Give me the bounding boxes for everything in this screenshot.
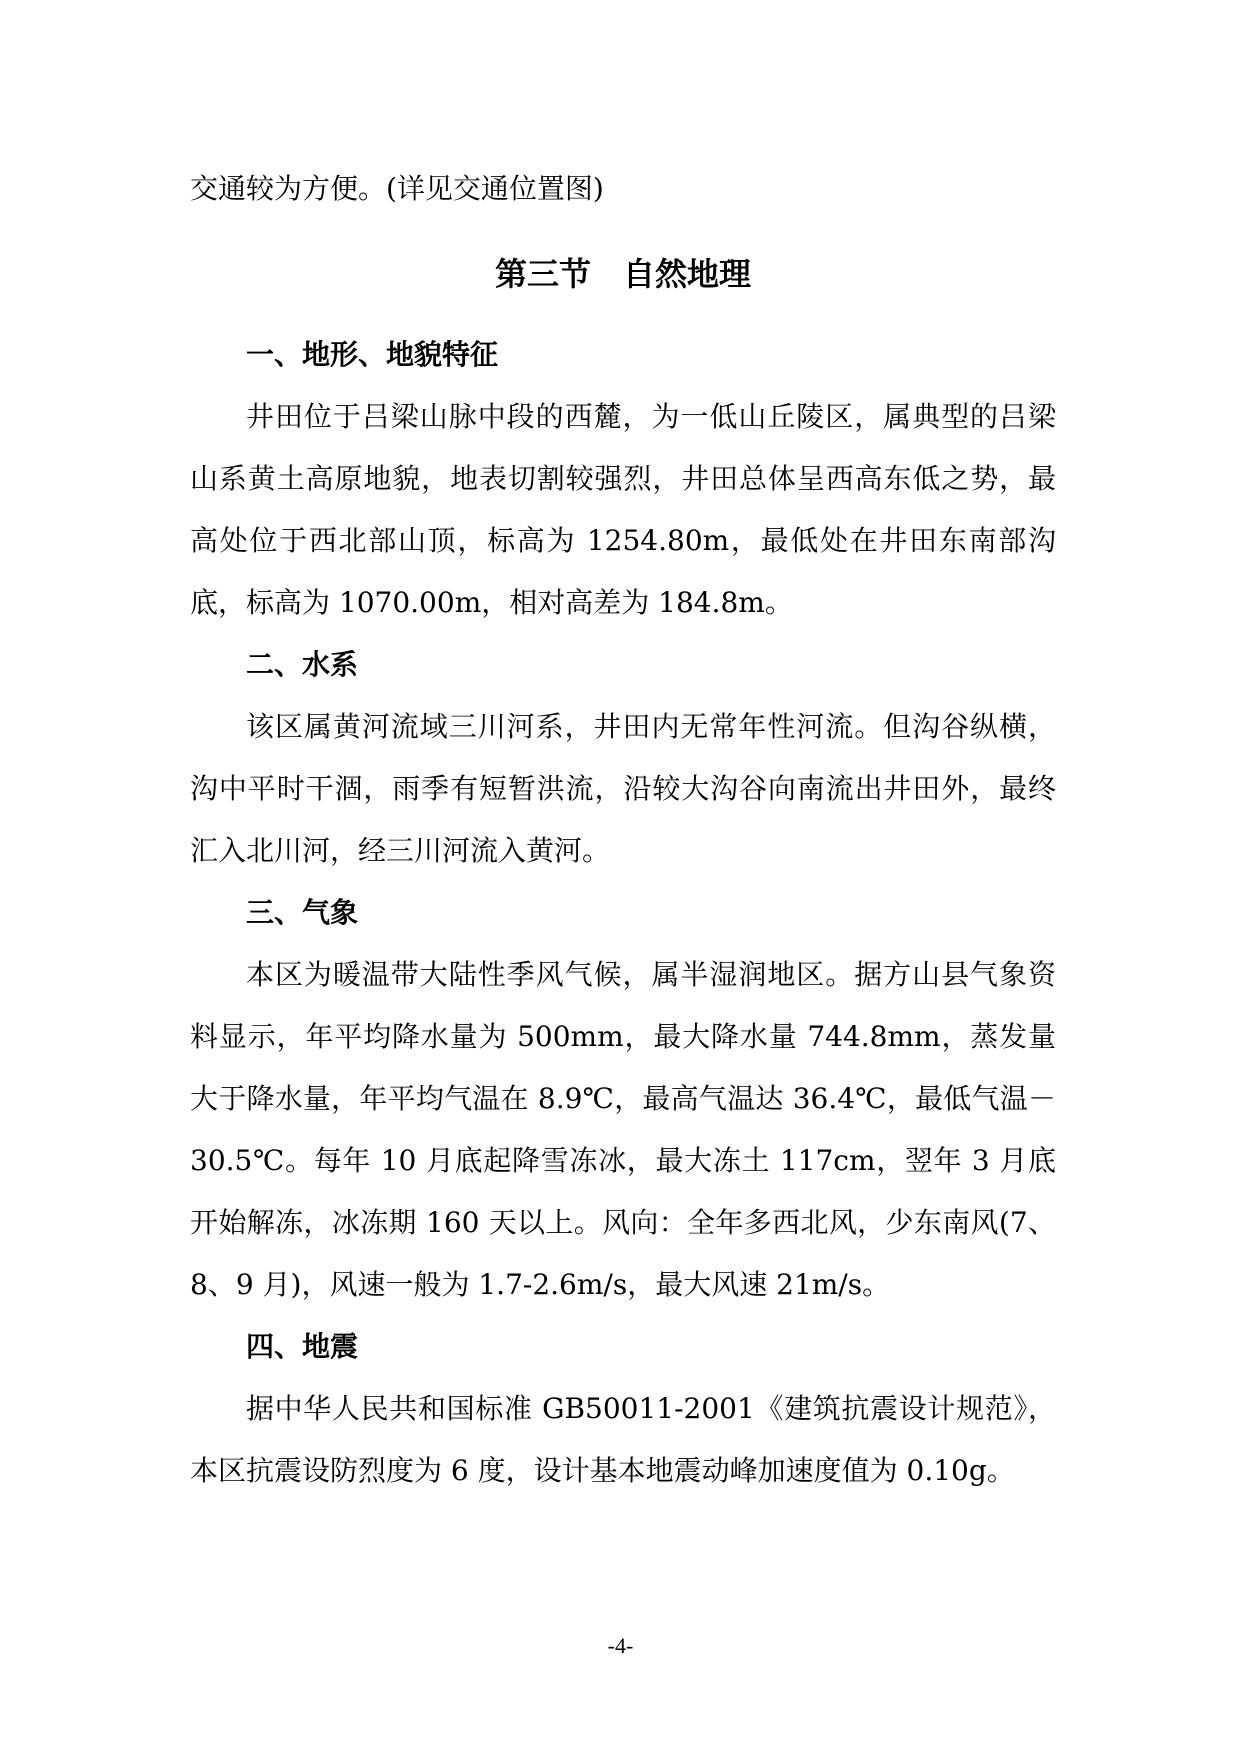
page-content (190, 158, 1056, 1502)
subsection-body-climate: 本区为暖温带大陆性季风气候，属半湿润地区。据方山县气象资料显示，年平均降水量为 500mm，最大降水量 744.8mm，蒸发量大于降水量，年平均气温在 8.9℃，最高气温达 36.4℃，最低气温－30.5℃。每年 10 月底起降雪冻冰，最大冻土 117cm，翌年 3 月底开始解冻，冰冻期 160 天以上。风向：全年多西北风，少东南风(7、8、9 月)，风速一般为 1.7-2.6m/s，最大风速 21m/s。 (190, 958, 1056, 1301)
subsection-heading-climate: 三、气象 (246, 896, 359, 929)
subsection-heading-water: 二、水系 (246, 648, 359, 681)
subsection-body-earthquake: 据中华人民共和国标准 GB50011-2001《建筑抗震设计规范》，本区抗震设防烈度为 6 度，设计基本地震动峰加速度值为 0.10g。 (190, 1392, 1056, 1487)
section-name: 自然地理 (623, 255, 752, 293)
subsection-heading-terrain: 一、地形、地貌特征 (246, 338, 499, 371)
intro-paragraph: 交通较为方便。(详见交通位置图) (190, 172, 604, 205)
section-number: 第三节 (494, 255, 591, 293)
subsection-heading-earthquake: 四、地震 (246, 1330, 359, 1363)
section-title (190, 254, 1056, 294)
page-number: -4- (607, 1633, 634, 1658)
subsection-body-terrain: 井田位于吕梁山脉中段的西麓，为一低山丘陵区，属典型的吕梁山系黄土高原地貌，地表切割较强烈，井田总体呈西高东低之势，最高处位于西北部山顶，标高为 1254.80m，最低处在井田东南部沟底，标高为 1070.00m，相对高差为 184.8m。 (190, 400, 1056, 619)
subsection-body-water: 该区属黄河流域三川河系，井田内无常年性河流。但沟谷纵横，沟中平时干涸，雨季有短暂洪流，沿较大沟谷向南流出井田外，最终汇入北川河，经三川河流入黄河。 (190, 710, 1056, 867)
